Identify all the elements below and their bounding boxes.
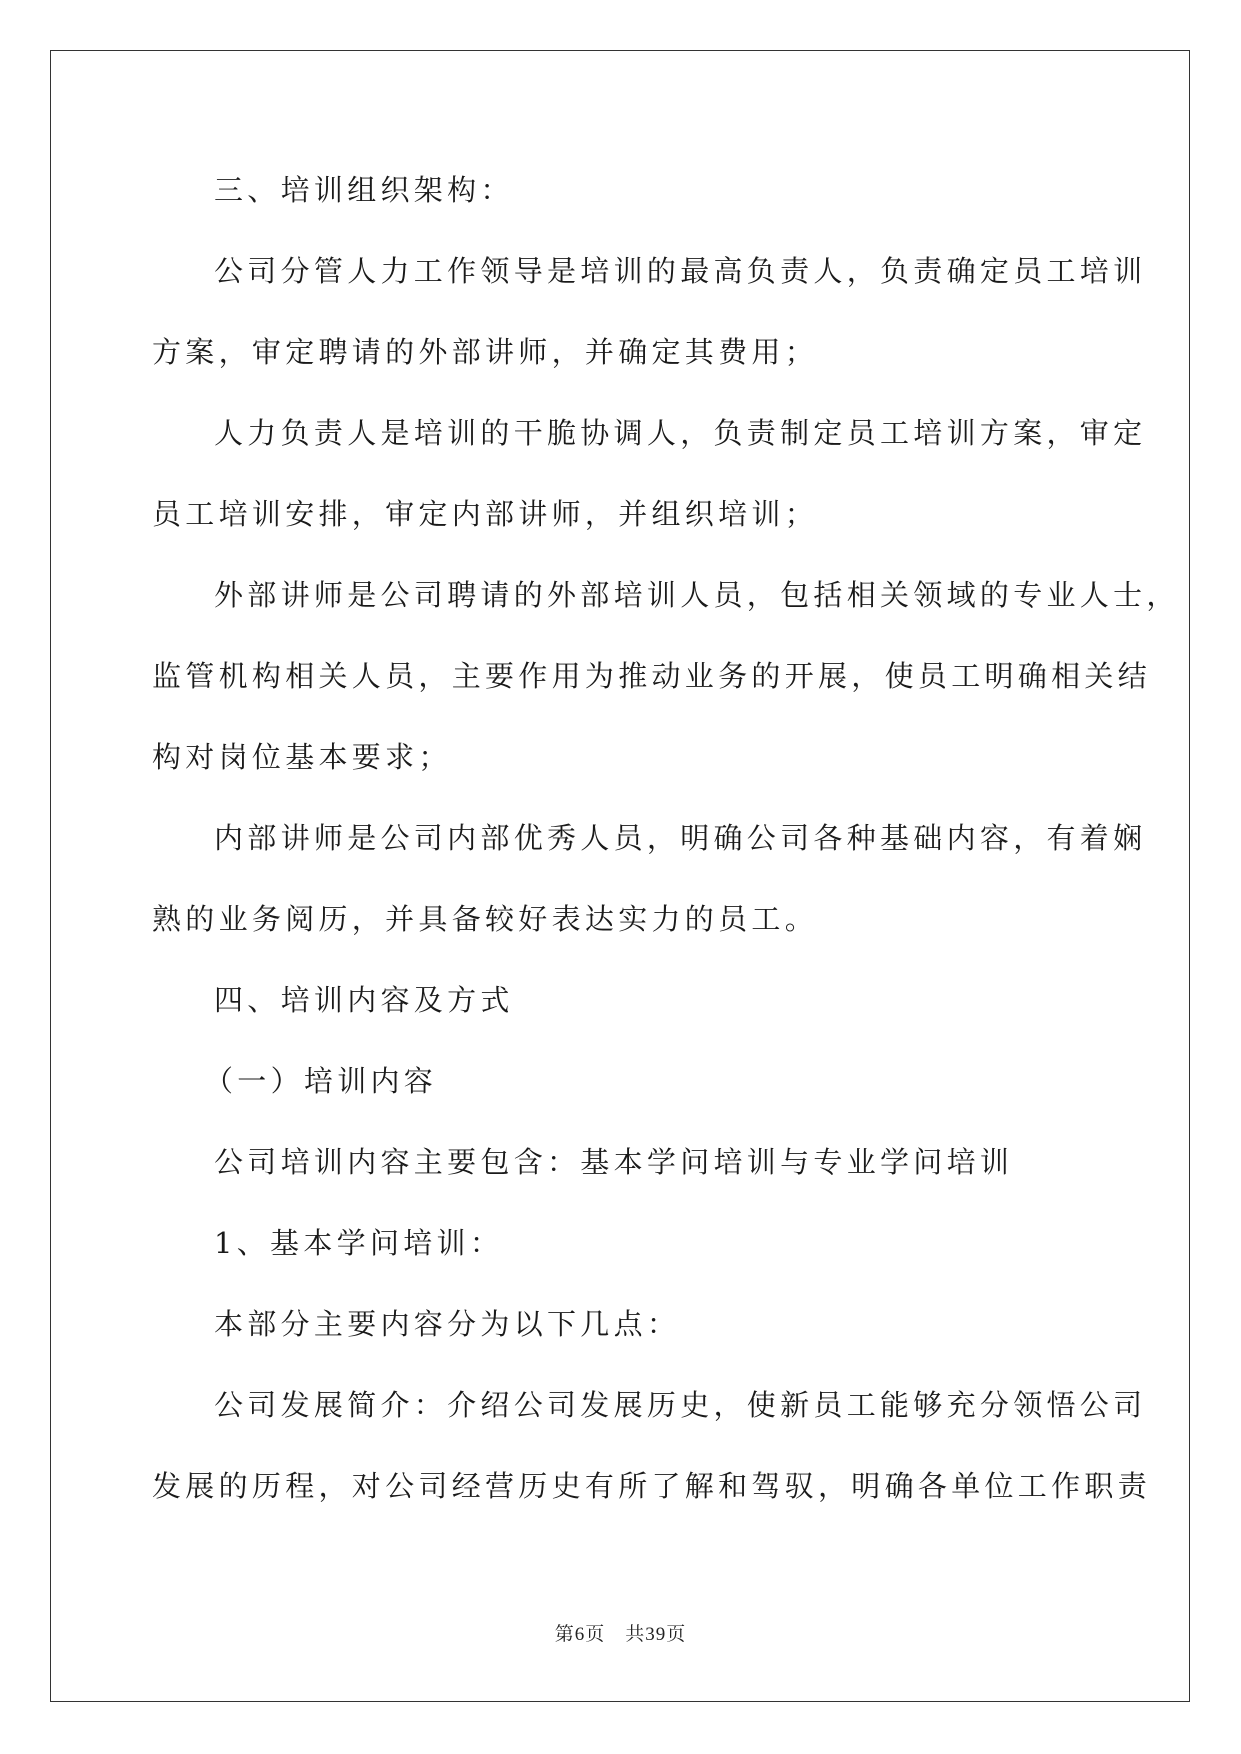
- paragraph-line: 熟的业务阅历，并具备较好表达实力的员工。: [152, 902, 819, 936]
- paragraph-line: 构对岗位基本要求；: [152, 740, 452, 774]
- paragraph-line: 内部讲师是公司内部优秀人员，明确公司各种基础内容，有着娴: [214, 821, 1147, 855]
- list-heading: 1、基本学问培训：: [214, 1226, 504, 1260]
- paragraph-line: 人力负责人是培训的干脆协调人，负责制定员工培训方案，审定: [214, 416, 1147, 450]
- subsection-heading: （一）培训内容: [204, 1064, 438, 1098]
- paragraph-line: 外部讲师是公司聘请的外部培训人员，包括相关领域的专业人士，: [214, 578, 1180, 612]
- paragraph-line: 员工培训安排，审定内部讲师，并组织培训；: [152, 497, 819, 531]
- paragraph-line: 公司分管人力工作领导是培训的最高负责人，负责确定员工培训: [214, 254, 1147, 288]
- paragraph-line: 监管机构相关人员，主要作用为推动业务的开展，使员工明确相关结: [152, 659, 1152, 693]
- paragraph-line: 方案，审定聘请的外部讲师，并确定其费用；: [152, 335, 819, 369]
- paragraph-line: 本部分主要内容分为以下几点：: [214, 1307, 681, 1341]
- page-number-footer: 第6页 共39页: [554, 1624, 687, 1645]
- section-heading-3: 三、培训组织架构：: [214, 173, 514, 207]
- paragraph-line: 发展的历程，对公司经营历史有所了解和驾驭，明确各单位工作职责: [152, 1469, 1152, 1503]
- paragraph-line: 公司发展简介：介绍公司发展历史，使新员工能够充分领悟公司: [214, 1388, 1147, 1422]
- page-border: [50, 50, 1190, 1702]
- paragraph-line: 公司培训内容主要包含：基本学问培训与专业学问培训: [214, 1145, 1014, 1179]
- section-heading-4: 四、培训内容及方式: [214, 983, 514, 1017]
